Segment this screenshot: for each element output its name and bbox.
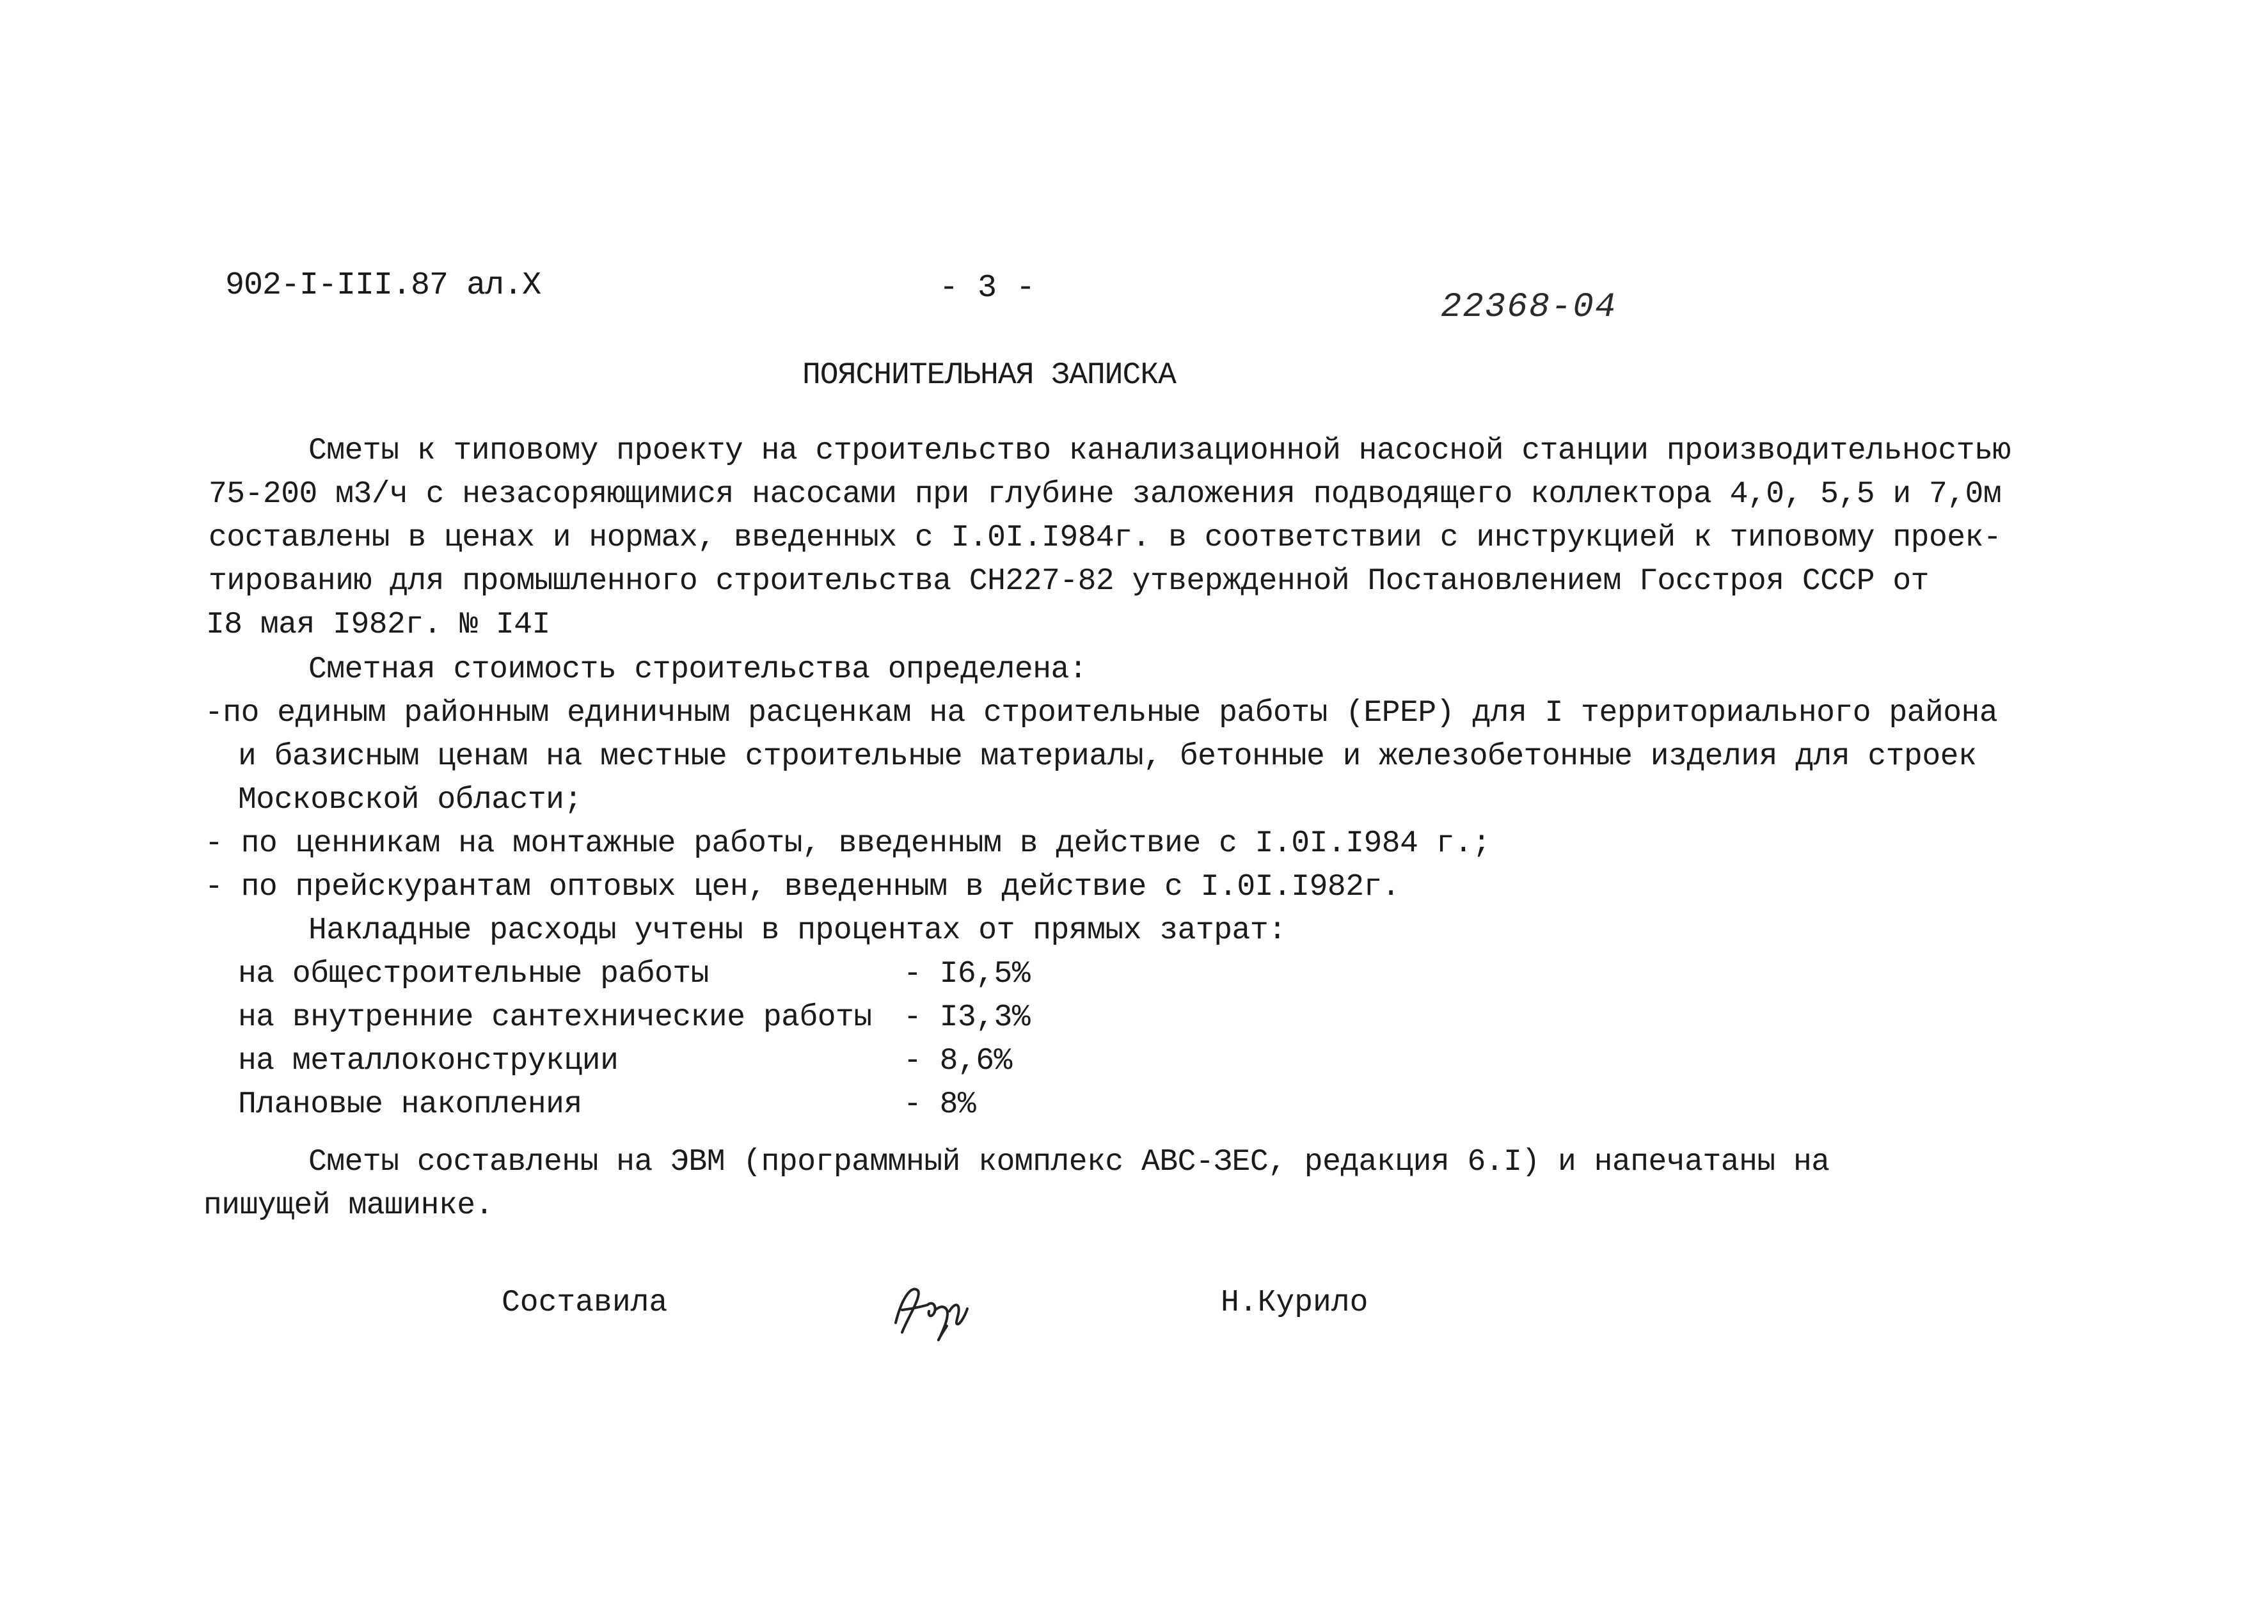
closing-line: Сметы составлены на ЭВМ (программный комплекс АВС-ЗЕС, редакция 6.I) и напечатаны на xyxy=(308,1145,1830,1179)
closing-line: пишущей машинке. xyxy=(203,1188,493,1223)
signature-name: Н.Курило xyxy=(1221,1286,1368,1320)
overhead-label: на общестроительные работы xyxy=(238,957,709,991)
document-code: 902-I-III.87 ал.X xyxy=(225,267,541,304)
overhead-value: - I6,5% xyxy=(903,957,1031,991)
page-title: ПОЯСНИТЕЛЬНАЯ ЗАПИСКА xyxy=(802,358,1176,393)
paragraph-line: тированию для промышленного строительства СН227-82 утвержденной Постановлением Госстроя СССР от xyxy=(209,564,1929,599)
list-item: - по прейскурантам оптовых цен, введенным в действие с I.0I.I982г. xyxy=(205,870,1400,904)
overhead-label: Плановые накопления xyxy=(238,1087,582,1122)
paragraph-line: составлены в ценах и нормах, введенных с I.0I.I984г. в соответствии с инструкцией к типовому проек- xyxy=(209,521,2002,555)
overhead-value: - I3,3% xyxy=(903,1000,1031,1035)
list-item: -по единым районным единичным расценкам на строительные работы (ЕРЕР) для I территориального района xyxy=(205,696,1998,730)
overheads-intro: Накладные расходы учтены в процентах от прямых затрат: xyxy=(308,913,1287,948)
page-number: - 3 - xyxy=(939,270,1036,306)
overhead-value: - 8,6% xyxy=(903,1044,1012,1078)
signature-label: Составила xyxy=(502,1286,668,1320)
list-item: Московской области; xyxy=(238,783,582,817)
paragraph-intro: Сметная стоимость строительства определена: xyxy=(308,652,1088,687)
overhead-label: на металлоконструкции xyxy=(238,1044,619,1078)
overhead-value: - 8% xyxy=(903,1087,976,1122)
handwritten-signature xyxy=(883,1272,979,1348)
document-number: 22368-04 xyxy=(1441,288,1617,327)
list-item: - по ценникам на монтажные работы, введенным в действие с I.0I.I984 г.; xyxy=(205,826,1491,861)
paragraph-line: 75-200 м3/ч с незасоряющимися насосами при глубине заложения подводящего коллектора 4,0, 5,5 и 7,0м xyxy=(209,477,2002,512)
paragraph-line: Сметы к типовому проекту на строительство канализационной насосной станции производительностью xyxy=(308,434,2011,468)
list-item: и базисным ценам на местные строительные материалы, бетонные и железобетонные изделия для строек xyxy=(238,739,1977,774)
paragraph-line: I8 мая I982г. № I4I xyxy=(206,608,550,642)
overhead-label: на внутренние сантехнические работы xyxy=(238,1000,872,1035)
